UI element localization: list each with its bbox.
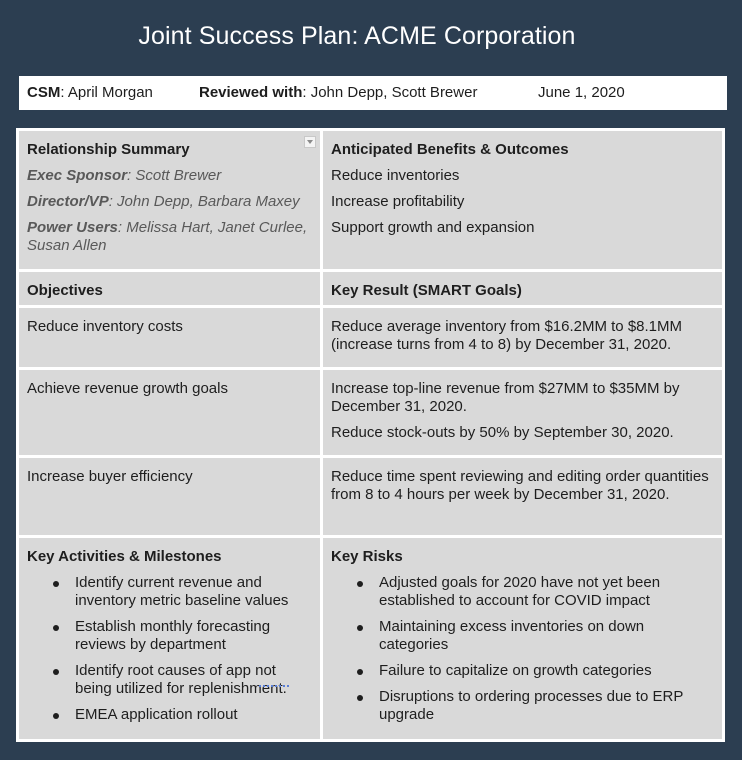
objective-text: Increase buyer efficiency	[27, 468, 193, 485]
key-result-header: Key Result (SMART Goals)	[331, 282, 522, 299]
activity-item: EMEA application rollout	[27, 706, 313, 724]
key-activities-cell	[19, 538, 320, 739]
reviewed-with-field: Reviewed with: John Depp, Scott Brewer	[199, 84, 478, 101]
benefit-item: Reduce inventories	[331, 167, 460, 184]
benefit-item: Support growth and expansion	[331, 219, 535, 236]
key-activities-list	[27, 574, 313, 724]
spellcheck-underline	[259, 683, 289, 687]
page-title: Joint Success Plan: ACME Corporation	[138, 22, 576, 50]
key-result-cell	[323, 458, 722, 535]
relationship-summary-cell	[19, 131, 320, 269]
key-result-text: Reduce average inventory from $16.2MM to $8.1MM (increase turns from 4 to 8) by December 31, 2020.	[331, 318, 682, 353]
benefit-item: Increase profitability	[331, 193, 465, 210]
risk-item: Maintaining excess inventories on down categories	[331, 618, 715, 654]
key-result-text: Reduce time spent reviewing and editing order quantities from 8 to 4 hours per week by December 31, 2020.	[331, 468, 709, 503]
objective-cell	[19, 458, 320, 535]
key-result-text: Increase top-line revenue from $27MM to $35MM by December 31, 2020.	[331, 380, 680, 415]
key-risks-list	[331, 574, 715, 724]
objective-cell	[19, 308, 320, 367]
key-result-cell	[323, 370, 722, 455]
activity-item: Establish monthly forecasting reviews by department	[27, 618, 313, 654]
key-risks-cell	[323, 538, 722, 739]
objective-text: Achieve revenue growth goals	[27, 380, 228, 397]
risk-item: Adjusted goals for 2020 have not yet been established to account for COVID impact	[331, 574, 715, 610]
key-result-text: Reduce stock-outs by 50% by September 30, 2020.	[331, 424, 674, 441]
exec-sponsor: Exec Sponsor: Scott Brewer	[27, 167, 222, 184]
csm-field: CSM: April Morgan	[27, 84, 153, 101]
dropdown-handle-icon[interactable]	[304, 136, 316, 148]
plan-meta-bar	[19, 76, 727, 110]
objectives-header-cell	[19, 272, 320, 305]
key-result-header-cell	[323, 272, 722, 305]
benefits-cell	[323, 131, 722, 269]
objective-cell	[19, 370, 320, 455]
key-activities-header: Key Activities & Milestones	[27, 548, 222, 565]
success-plan-table	[16, 128, 725, 742]
plan-date: June 1, 2020	[538, 84, 625, 101]
objectives-header: Objectives	[27, 282, 103, 299]
activity-item: Identify current revenue and inventory metric baseline values	[27, 574, 313, 610]
key-risks-header: Key Risks	[331, 548, 403, 565]
director-vp: Director/VP: John Depp, Barbara Maxey	[27, 193, 300, 210]
relationship-summary-header: Relationship Summary	[27, 141, 190, 158]
activity-item: Identify root causes of app not being utilized for replenishment.	[27, 662, 313, 698]
objective-text: Reduce inventory costs	[27, 318, 183, 335]
key-result-cell	[323, 308, 722, 367]
risk-item: Disruptions to ordering processes due to ERP upgrade	[331, 688, 715, 724]
risk-item: Failure to capitalize on growth categories	[331, 662, 715, 680]
benefits-header: Anticipated Benefits & Outcomes	[331, 141, 569, 158]
power-users: Power Users: Melissa Hart, Janet Curlee, Susan Allen	[27, 219, 308, 254]
